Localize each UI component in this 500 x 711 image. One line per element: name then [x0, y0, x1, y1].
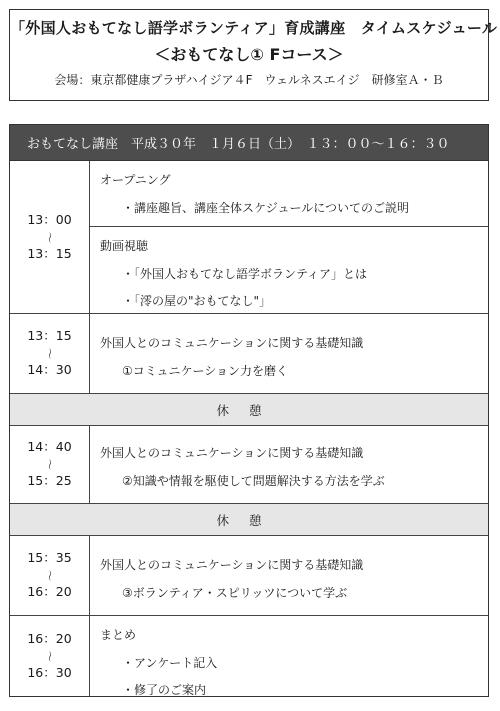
end-time: 15：25	[27, 473, 72, 488]
start-time: 16：20	[27, 630, 72, 646]
time-cell	[10, 616, 90, 696]
content-block	[90, 161, 488, 226]
block-item: ①コミュニケーション力を磨く	[122, 364, 289, 378]
block-title: 動画視聴	[100, 239, 149, 253]
session-row	[10, 536, 488, 616]
schedule-header: おもてなし講座 平成３０年 １月６日（土） １３：００～１６：３０	[10, 125, 488, 161]
end-time: 13：15	[27, 245, 72, 261]
content-block	[90, 314, 488, 389]
venue-text: 会場：東京都健康プラザハイジア４F ウェルネスエイジ 研修室Ａ・Ｂ	[54, 73, 444, 87]
block-item: ・「外国人おもてなし語学ボランティア」とは	[122, 267, 368, 281]
end-time: 16：30	[27, 664, 72, 680]
start-time: 13：00	[27, 211, 72, 227]
block-title: 外国人とのコミュニケーションに関する基礎知識	[100, 558, 364, 572]
start-time: 13：15	[27, 328, 72, 344]
start-time: 14：40	[27, 439, 72, 455]
block-title: まとめ	[100, 628, 137, 642]
content-cell	[90, 314, 488, 393]
block-item: ③ボランティア・スピリッツについて学ぶ	[122, 586, 348, 600]
content-cell	[90, 426, 488, 503]
block-title: 外国人とのコミュニケーションに関する基礎知識	[100, 336, 364, 350]
block-item: ・講座趣旨、講座全体スケジュールについてのご説明	[122, 201, 410, 215]
block-item: ②知識や情報を駆使して問題解決する方法を学ぶ	[122, 474, 385, 488]
end-time: 16：20	[27, 584, 72, 599]
break-row: 休憩	[10, 394, 488, 426]
block-title: オープニング	[100, 173, 171, 187]
content-block	[90, 616, 488, 708]
course-subtitle: ＜おもてなし① Fコース＞	[154, 45, 344, 64]
time-cell	[10, 536, 90, 615]
title-box	[9, 9, 498, 101]
session-row	[10, 314, 488, 394]
content-block	[90, 536, 488, 611]
tilde-glyph: ～	[43, 348, 56, 359]
block-title: 外国人とのコミュニケーションに関する基礎知識	[100, 446, 364, 460]
time-cell	[10, 314, 90, 393]
session-row	[10, 426, 488, 504]
start-time: 15：35	[27, 550, 72, 566]
break-row: 休憩	[10, 504, 488, 536]
schedule-table	[9, 124, 489, 697]
content-cell	[90, 161, 488, 313]
session-row	[10, 616, 488, 696]
content-block	[90, 226, 488, 319]
tilde-glyph: ～	[43, 459, 56, 470]
end-time: 14：30	[27, 362, 72, 377]
content-block	[90, 426, 488, 499]
tilde-glyph: ～	[43, 231, 56, 243]
session-row	[10, 161, 488, 314]
block-item: ・修了のご案内	[122, 683, 207, 697]
content-cell	[90, 616, 488, 696]
tilde-glyph: ～	[43, 570, 56, 581]
block-item: ・「澪の屋の"おもてなし"」	[122, 294, 272, 308]
time-cell	[10, 161, 90, 313]
block-item: ・アンケート記入	[122, 656, 218, 670]
document-title: 「外国人おもてなし語学ボランティア」育成講座 タイムスケジュール	[10, 19, 498, 37]
time-cell	[10, 426, 90, 503]
content-cell	[90, 536, 488, 615]
tilde-glyph: ～	[43, 650, 56, 662]
